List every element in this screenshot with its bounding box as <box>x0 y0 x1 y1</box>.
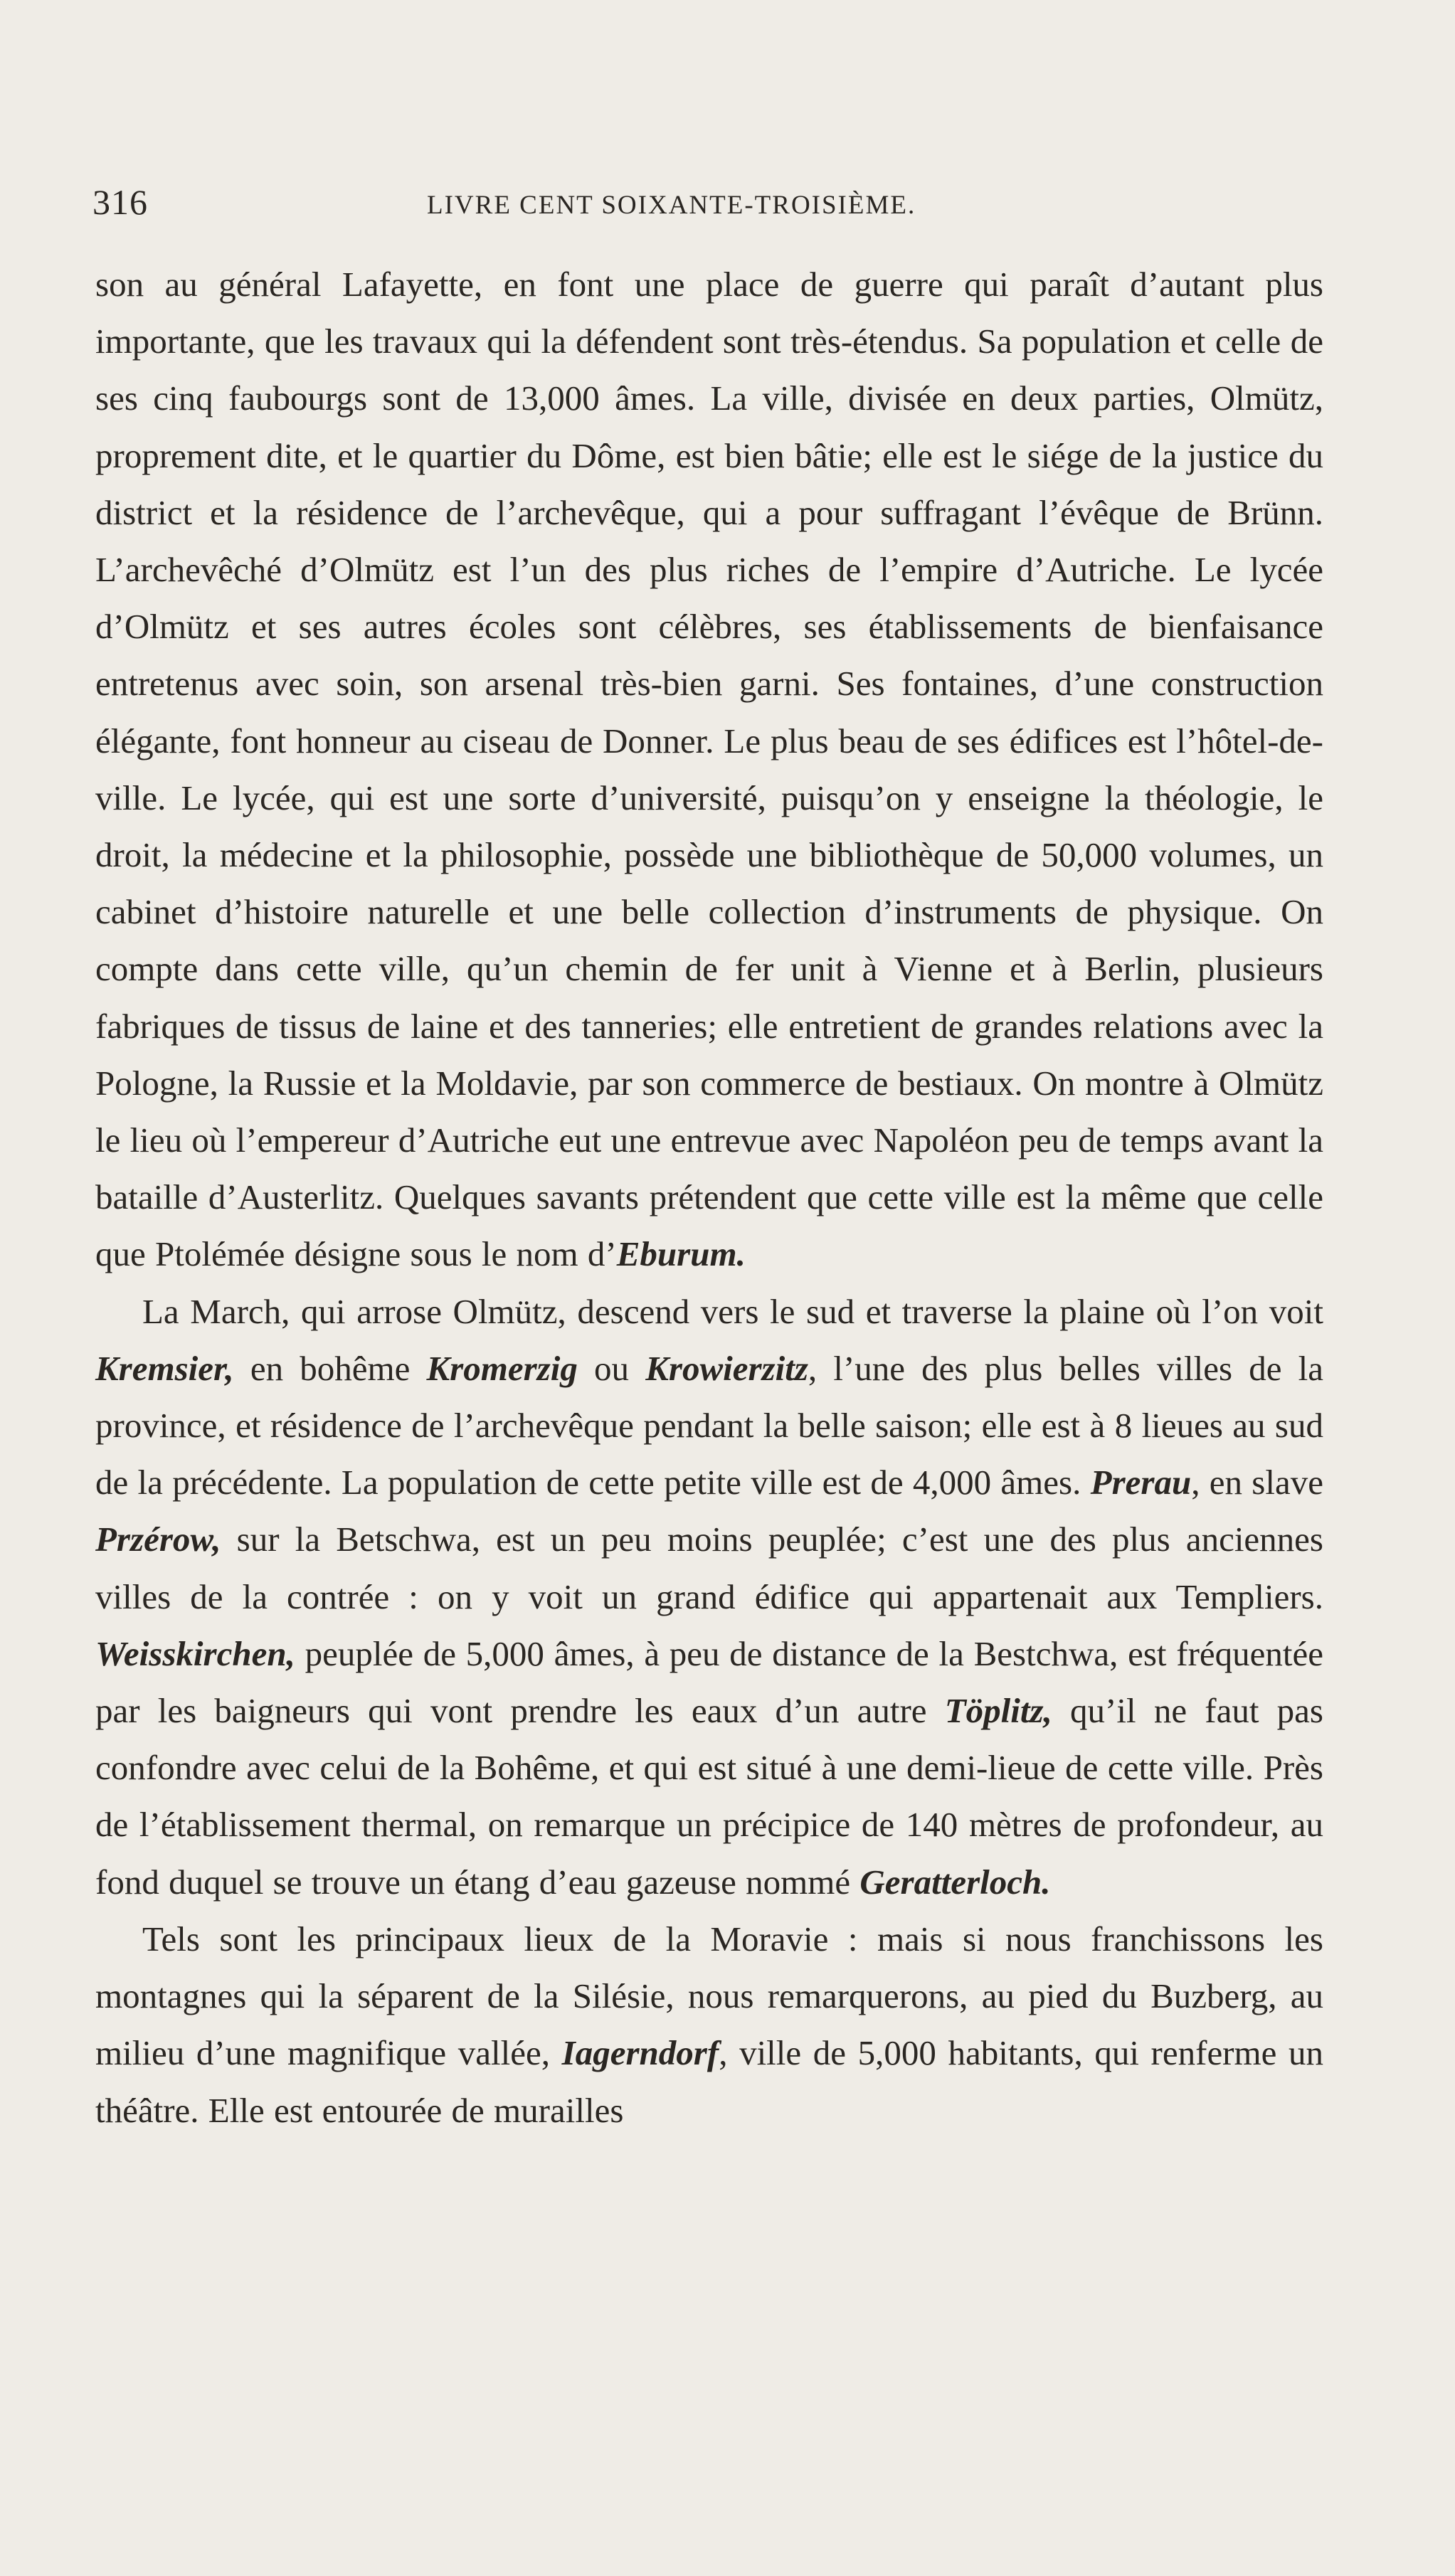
italic-place-name: Kromerzig <box>426 1348 578 1388</box>
italic-place-name: Kremsier, <box>95 1348 234 1388</box>
text-run: La March, qui arrose Olmütz, descend vers le sud et traverse la plaine où l’on voit <box>142 1291 1323 1331</box>
italic-place-name: Weisskirchen, <box>95 1633 295 1673</box>
italic-place-name: Iagerndorf <box>561 2033 719 2073</box>
page-number: 316 <box>92 182 148 222</box>
text-run: qu’il ne faut pas confondre avec celui de la Bohême, et qui est situé à une demi-lieue de cette ville. Près de l’établissement thermal, on remarque un précipice de 140 mètres de profondeur, au fond duquel se trouve un étang d’eau gazeuse nommé <box>95 1691 1323 1902</box>
italic-place-name: Prerau <box>1090 1463 1192 1502</box>
italic-place-name: Töplitz, <box>944 1691 1052 1731</box>
paragraph-1 <box>95 256 1323 1283</box>
paragraph-3 <box>95 1911 1323 2139</box>
italic-place-name: Przérow, <box>95 1520 221 1559</box>
text-run: son au général Lafayette, en font une place de guerre qui paraît d’autant plus importante, que les travaux qui la défendent sont très-étendus. Sa population et celle de ses cinq faubourgs sont de 13,000 âmes. La ville, divisée en deux parties, Olmütz, proprement dite, et le quartier du Dôme, est bien bâtie; elle est le siége de la justice du district et la résidence de l’archevêque, qui a pour suffragant l’évêque de Brünn. L’archevêché d’Olmütz est l’un des plus riches de l’empire d’Autriche. Le lycée d’Olmütz et ses autres écoles sont célèbres, ses établissements de bienfaisance entretenus avec soin, son arsenal très-bien garni. Ses fontaines, d’une construction élégante, font honneur au ciseau de Donner. Le plus beau de ses édifices est l’hôtel-de-ville. Le lycée, qui est une sorte d’université, puisqu’on y enseigne la théologie, le droit, la médecine et la philosophie, possède une bibliothèque de 50,000 volumes, un cabinet d’histoire naturelle et une belle collection d’instruments de physique. On compte dans cette ville, qu’un chemin de fer unit à Vienne et à Berlin, plusieurs fabriques de tissus de laine et des tanneries; elle entretient de grandes relations avec la Pologne, la Russie et la Moldavie, par son commerce de bestiaux. On montre à Olmütz le lieu où l’empereur d’Autriche eut une entrevue avec Napoléon peu de temps avant la bataille d’Austerlitz. Quelques savants prétendent que cette ville est la même que celle que Ptolémée désigne sous le nom d’ <box>95 265 1323 1274</box>
text-run: en bohême <box>233 1348 427 1388</box>
text-run: , l’une des plus belles villes de la province, et résidence de l’archevêque pendant la belle saison; elle est à 8 lieues au sud de la précédente. La population de cette petite ville est de 4,000 âmes. <box>95 1348 1323 1502</box>
text-run: Tels sont les principaux lieux de la Moravie : mais si nous franchissons les montagnes qui la séparent de la Silésie, nous remarquerons, au pied du Buzberg, au milieu d’une magnifique vallée, <box>95 1919 1323 2073</box>
italic-place-name: Krowierzitz <box>645 1348 808 1388</box>
running-head: LIVRE CENT SOIXANTE-TROISIÈME. <box>427 191 916 220</box>
body-text <box>95 256 1323 2139</box>
italic-place-name: Geratterloch. <box>859 1862 1051 1902</box>
text-run: sur la Betschwa, est un peu moins peuplée; c’est une des plus anciennes villes de la contrée : on y voit un grand édifice qui appartenait aux Templiers. <box>95 1520 1323 1616</box>
text-run: peuplée de 5,000 âmes, à peu de distance de la Bestchwa, est fréquentée par les baigneurs qui vont prendre les eaux d’un autre <box>95 1633 1323 1731</box>
text-run: , ville de 5,000 habitants, qui renferme un théâtre. Elle est entourée de murailles <box>95 2033 1323 2130</box>
italic-place-name: Eburum. <box>616 1234 746 1274</box>
paragraph-2 <box>95 1283 1323 1911</box>
text-run: ou <box>577 1348 646 1388</box>
text-run: , en slave <box>1191 1463 1323 1502</box>
page-header <box>92 181 1330 230</box>
